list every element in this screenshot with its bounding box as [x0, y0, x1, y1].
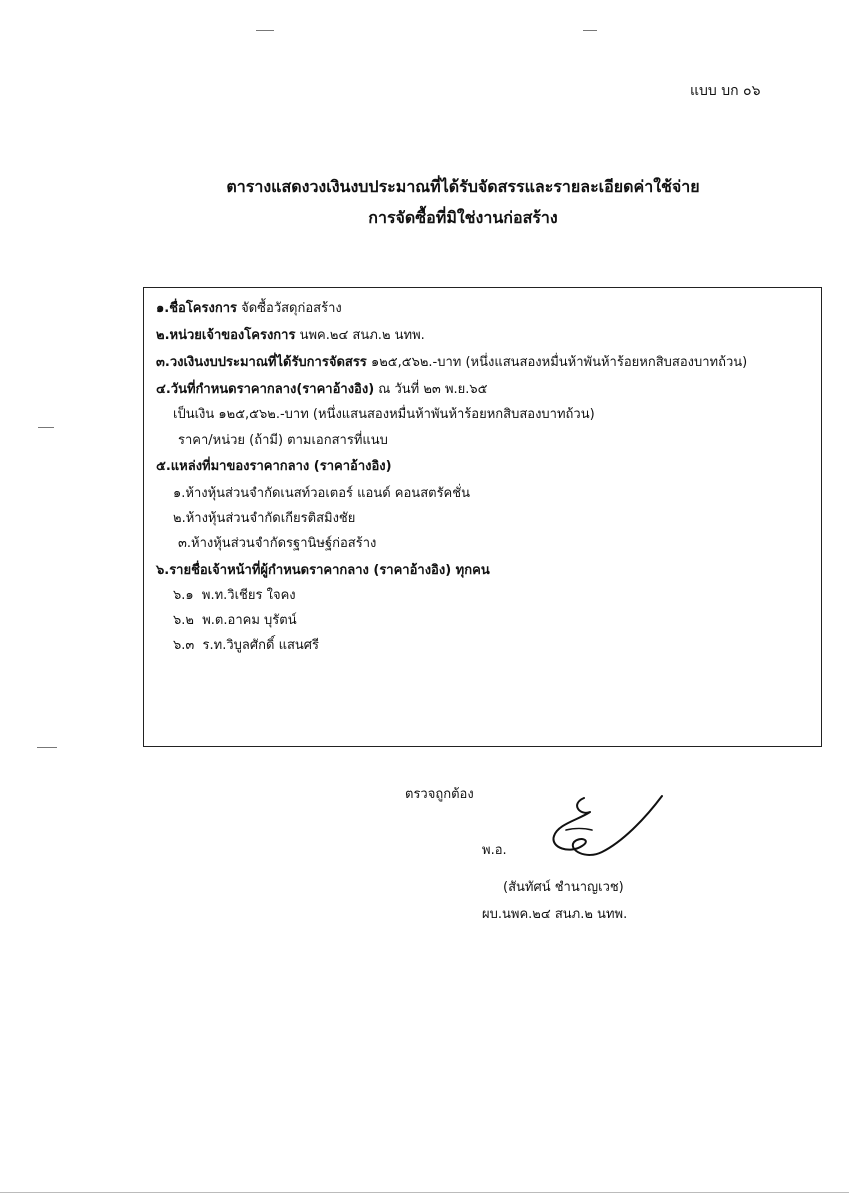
item-project-name	[156, 300, 342, 318]
officer-item	[173, 637, 319, 655]
officer-item	[173, 612, 297, 630]
item-label: ๔.วันที่กำหนดราคากลาง(ราคาอ้างอิง)	[156, 382, 375, 397]
signer-rank: พ.อ.	[482, 843, 507, 858]
item-price-date	[156, 381, 488, 399]
source-item: ๓.ห้างหุ้นส่วนจำกัดรฐานิษฐ์ก่อสร้าง	[178, 536, 377, 551]
item-label: ๓.วงเงินงบประมาณที่ได้รับการจัดสรร	[156, 355, 367, 370]
officer-number: ๖.๓	[173, 638, 195, 653]
item-amount: เป็นเงิน ๑๒๕,๕๖๒.-บาท (หนึ่งแสนสองหมื่นห้าพันห้าร้อยหกสิบสองบาทถ้วน)	[173, 407, 595, 422]
officer-name: พ.ท.วิเชียร ใจคง	[201, 588, 296, 603]
signer-position: ผบ.นพค.๒๔ สนภ.๒ นทพ.	[482, 907, 628, 922]
officer-name: ร.ท.วิบูลศักดิ์ แสนศรี	[202, 638, 320, 653]
scan-mark	[0, 1192, 849, 1193]
item-officers: ๖.รายชื่อเจ้าหน้าที่ผู้กำหนดราคากลาง (ราคาอ้างอิง) ทุกคน	[156, 563, 490, 578]
item-value: นพค.๒๔ สนภ.๒ นทพ.	[299, 328, 425, 343]
source-item: ๒.ห้างหุ้นส่วนจำกัดเกียรติสมิงชัย	[173, 511, 356, 526]
scan-mark	[38, 427, 54, 428]
document-subtitle: การจัดซื้อที่มิใช่งานก่อสร้าง	[368, 208, 558, 227]
item-label: ๒.หน่วยเจ้าของโครงการ	[156, 328, 296, 343]
officer-number: ๖.๑	[173, 588, 194, 603]
item-owner-unit	[156, 327, 425, 345]
item-value: ๑๒๕,๕๖๒.-บาท (หนึ่งแสนสองหมื่นห้าพันห้าร้อยหกสิบสองบาทถ้วน)	[370, 355, 748, 370]
officer-item	[173, 587, 296, 605]
item-price-sources: ๕.แหล่งที่มาของราคากลาง (ราคาอ้างอิง)	[156, 459, 392, 474]
item-label: ๑.ชื่อโครงการ	[156, 301, 237, 316]
signature-image	[540, 790, 670, 870]
certified-label: ตรวจถูกต้อง	[405, 787, 474, 802]
source-item: ๑.ห้างหุ้นส่วนจำกัดเนสท์วอเตอร์ แอนด์ คอนสตรัคชั่น	[173, 486, 470, 501]
details-box	[143, 287, 822, 747]
signer-name: (สันทัศน์ ชำนาญเวช)	[503, 880, 624, 895]
form-code: แบบ บก ๐๖	[690, 83, 761, 99]
scan-mark	[583, 30, 597, 31]
item-budget	[156, 354, 747, 372]
officer-name: พ.ต.อาคม บุรัตน์	[202, 613, 297, 628]
document-title: ตารางแสดงวงเงินงบประมาณที่ได้รับจัดสรรและรายละเอียดค่าใช้จ่าย	[226, 177, 700, 196]
item-unit-price: ราคา/หน่วย (ถ้ามี) ตามเอกสารที่แนบ	[178, 433, 388, 448]
officer-number: ๖.๒	[173, 613, 194, 628]
scan-mark	[37, 747, 57, 748]
item-value: ณ วันที่ ๒๓ พ.ย.๖๕	[378, 382, 488, 397]
scan-mark	[256, 30, 274, 31]
item-value: จัดซื้อวัสดุก่อสร้าง	[241, 301, 342, 316]
